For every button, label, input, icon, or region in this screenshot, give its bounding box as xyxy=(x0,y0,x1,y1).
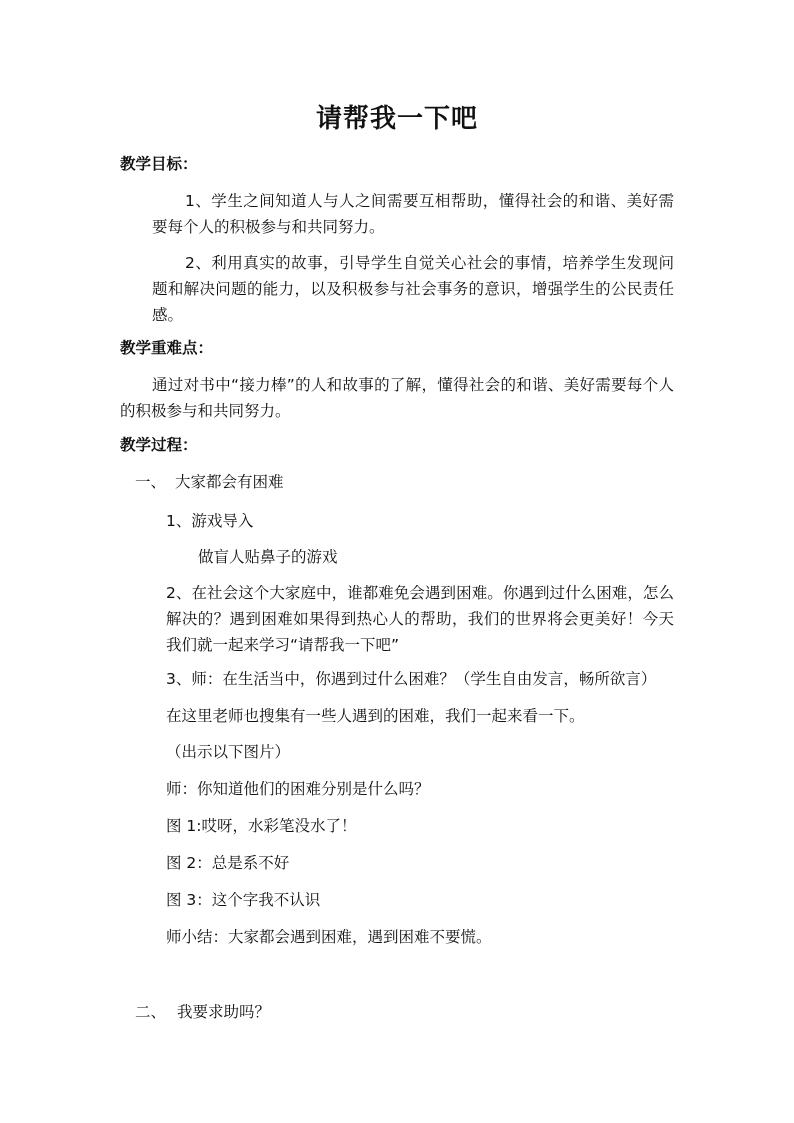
part1-step3: 3、师：在生活当中，你遇到过什么困难？（学生自由发言，畅所欲言） xyxy=(166,670,657,688)
part1-pic2: 图 2：总是系不好 xyxy=(166,854,290,872)
part1-step2: 2、在社会这个大家庭中，谁都难免会遇到困难。你遇到过什么困难，怎么解决的？遇到困难如果得到热心人的帮助，我们的世界将会更美好！今天我们就一起来学习“请帮我一下吧” xyxy=(166,584,674,654)
objectives-heading: 教学目标： xyxy=(120,155,198,173)
keypoints-text: 通过对书中“接力棒”的人和故事的了解，懂得社会的和谐、美好需要每个人的积极参与和共同努力。 xyxy=(120,376,674,420)
part1-title: 大家都会有困难 xyxy=(175,473,284,491)
keypoints-heading: 教学重难点： xyxy=(120,339,214,357)
part1-step1-detail: 做盲人贴鼻子的游戏 xyxy=(198,548,338,566)
part1-show: （出示以下图片） xyxy=(166,743,291,761)
part1-summary: 师小结：大家都会遇到困难，遇到困难不要慌。 xyxy=(166,928,492,946)
part1-number: 一、 xyxy=(135,473,167,491)
part1-pic1: 图 1:哎呀，水彩笔没水了！ xyxy=(166,817,357,835)
objective-1: 1、学生之间知道人与人之间需要互相帮助，懂得社会的和谐、美好需要每个人的积极参与和共同努力。 xyxy=(152,192,674,236)
objective-2: 2、利用真实的故事，引导学生自觉关心社会的事情，培养学生发现问题和解决问题的能力，以及积极参与社会事务的意识，增强学生的公民责任感。 xyxy=(152,254,674,324)
part1-pic3: 图 3：这个字我不认识 xyxy=(166,891,321,909)
part1-question: 师：你知道他们的困难分别是什么吗？ xyxy=(166,780,430,798)
process-heading: 教学过程： xyxy=(120,436,198,454)
part1-step1: 1、游戏导入 xyxy=(166,512,254,530)
part2-number: 二、 xyxy=(135,1003,167,1021)
part1-collect: 在这里老师也搜集有一些人遇到的困难，我们一起来看一下。 xyxy=(166,707,585,725)
page-title: 请帮我一下吧 xyxy=(315,104,478,134)
part2-title: 我要求助吗？ xyxy=(177,1003,271,1021)
